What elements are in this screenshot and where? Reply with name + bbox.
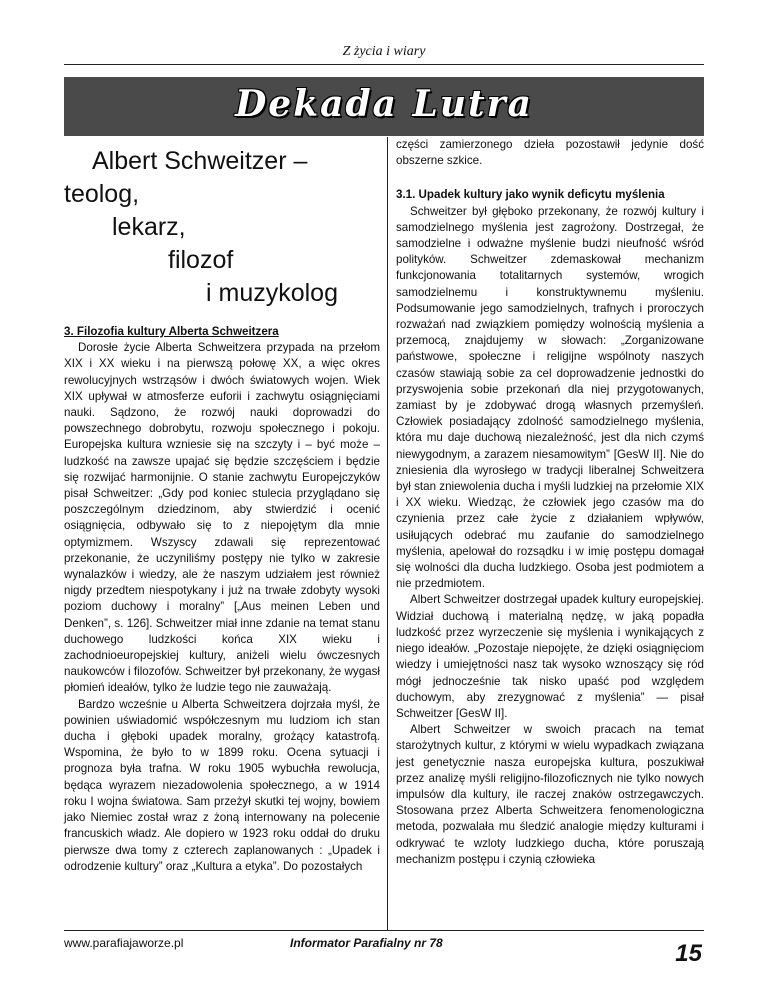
left-column [64,137,380,930]
title-line: i muzykolog [206,279,338,307]
title-line: lekarz, [112,213,186,241]
header-rule [64,64,704,65]
footer-rule [64,930,704,931]
banner [64,77,704,136]
title-line: filozof [168,246,234,274]
column-divider [387,137,388,931]
section-heading: 3. Filozofia kultury Alberta Schweitzera [64,325,279,338]
paragraph: Schweitzer był głęboko przekonany, że rozwój kultury i samodzielnego myślenia jest zagrożony. Dostrzegał, że samodzielne i odważne myślenie budzi nieufność wśród polityków. Schweitzer zdemaskował mechanizm funkcjonowania totalitarnych systemów, wrogich samodzielnemu i konstruktywnemu myśleniu. Podsumowanie jego samodzielnych, trafnych i proroczych rozważań nad związkiem pomiędzy wolnością myślenia a przemocą, znajdujemy w słowach: „Zorganizowane państwowe, społeczne i religijne wspólnoty naszych czasów stawiają sobie za cel doprowadzenie jednostki do przyswojenia sobie przekonań dla niej przygotowanych, zamiast by je zdobywać drogą własnych przemyśleń. Człowiek posiadający zdolność samodzielnego myślenia, która mu daje duchową niezależność, jest dla nich czymś niewygodnym, a zarazem niesamowitym” [GesW II]. Nie do zniesienia dla wyrosłego w tradycji liberalnej Schweitzera był stan zniewolenia ducha i myśli ludzkiej na przełomie XIX i XX wieku. Wiedząc, że człowiek jego czasów ma do czynienia przez całe życie z działaniem wpływów, usiłujących odebrać mu zaufanie do samodzielnego myślenia, apelował do rozsądku i w imię postępu domagał się wolności dla ducha ludzkiego. Osoba jest podmiotem a nie przedmiotem. [396,204,704,591]
footer-url[interactable]: www.parafiajaworze.pl [64,936,184,950]
title-line: teolog, [64,180,140,208]
paragraph: Albert Schweitzer w swoich pracach na temat starożytnych kultur, z którymi w wielu wypadkach związana jest genetycznie nasza europejska kultura, poszukiwał przez analizę myśli religijno-filozoficznych nie tylko nowych impulsów dla kultury, ile raczej znaków ostrzegawczych. Stosowana przez Alberta Schweitzera fenomenologiczna metoda, pozwalała mu śledzić analogie między kulturami i odkrywać te wzloty ludzkiego ducha, które poruszają mechanizm postępu i czynią człowieka [396,723,704,866]
banner-title: Dekada Lutra [235,83,533,125]
paragraph: Albert Schweitzer dostrzegał upadek kultury europejskiej. Widział duchową i materialną nędzę, w jaką popadła ludzkość przez wyrzeczenie się myślenia i wynikających z niego ideałów. „Pozostaje niepojęte, że dzięki osiągnięciom wiedzy i umiejętności nasz tak wysoko wznoszący się ród mógł jednocześnie tak nisko upaść pod względem duchowym, aby zrezygnować z myślenia” — pisał Schweitzer [GesW II]. [396,593,704,720]
title-line: Albert Schweitzer – [92,147,308,175]
right-column [396,137,704,930]
paragraph: części zamierzonego dzieła pozostawił jedynie dość obszerne szkice. [396,138,704,168]
paragraph: Bardzo wcześnie u Alberta Schweitzera dojrzała myśl, że powinien uświadomić współczesnym mu ludziom ich stan ducha i głęboki upadek moralny, grożący katastrofą. Wspomina, że było to w 1899 roku. Ocena sytuacji i prognoza była trafna. W roku 1905 wybuchła rewolucja, będąca wyrazem niezadowolenia społecznego, a w 1914 roku I wojna światowa. Sam przeżył skutki tej wojny, bowiem jako Niemiec został wraz z żoną internowany na polecenie francuskich władz. Ale dopiero w 1923 roku oddał do druku pierwsze dwa tomy z czterech zaplanowanych : „Upadek i odrodzenie kultury” oraz „Kultura a etyka”. Do pozostałych [64,697,380,873]
subsection-heading: 3.1. Upadek kultury jako wynik deficytu myślenia [396,188,665,202]
paragraph: Dorosłe życie Alberta Schweitzera przypada na przełom XIX i XX wieku i na pierwszą połowę XX, a więc okres rewolucyjnych wstrząsów i dwóch światowych wojen. Wiek XIX upływał w atmosferze euforii i zachwytu osiągnięciami nauki. Sądzono, że rozwój nauki doprowadzi do powszechnego dobrobytu, rozwoju społecznego i pokoju. Europejska kultura wzniesie się na szczyty i – być może – ludzkość na zawsze upajać się będzie szczęściem i będzie się rozwijać harmonijnie. O stanie zachwytu Europejczyków pisał Schweitzer: „Gdy pod koniec stulecia przyglądano się poszczególnym dziedzinom, aby stwierdzić i ocenić osiągnięcia, odbywało się to z niepojętym dla mnie optymizmem. Wszyscy zdawali się reprezentować przekonanie, że uczyniliśmy postępy nie tylko w zakresie wynalazków i wiedzy, ale że naszym udziałem jest również nigdy przedtem niespotykany i już na trwałe zdobyty wysoki poziom duchowy i moralny” [„Aus meinen Leben und Denken”, s. 126]. Schweitzer miał inne zdanie na temat stanu duchowego ludzkości końca XIX wieku i zachodnioeuropejskiej kultury, aniżeli wielu ówczesnych naukowców i filozofów. Schweitzer był przekonany, że wygasł płomień ideałów, tylko że ludzie tego nie zauważają. [64,341,380,695]
page-number: 15 [675,940,702,967]
section-header: Z życia i wiary [342,44,426,59]
article-title [64,145,380,310]
footer-publication: Informator Parafialny nr 78 [290,936,443,950]
